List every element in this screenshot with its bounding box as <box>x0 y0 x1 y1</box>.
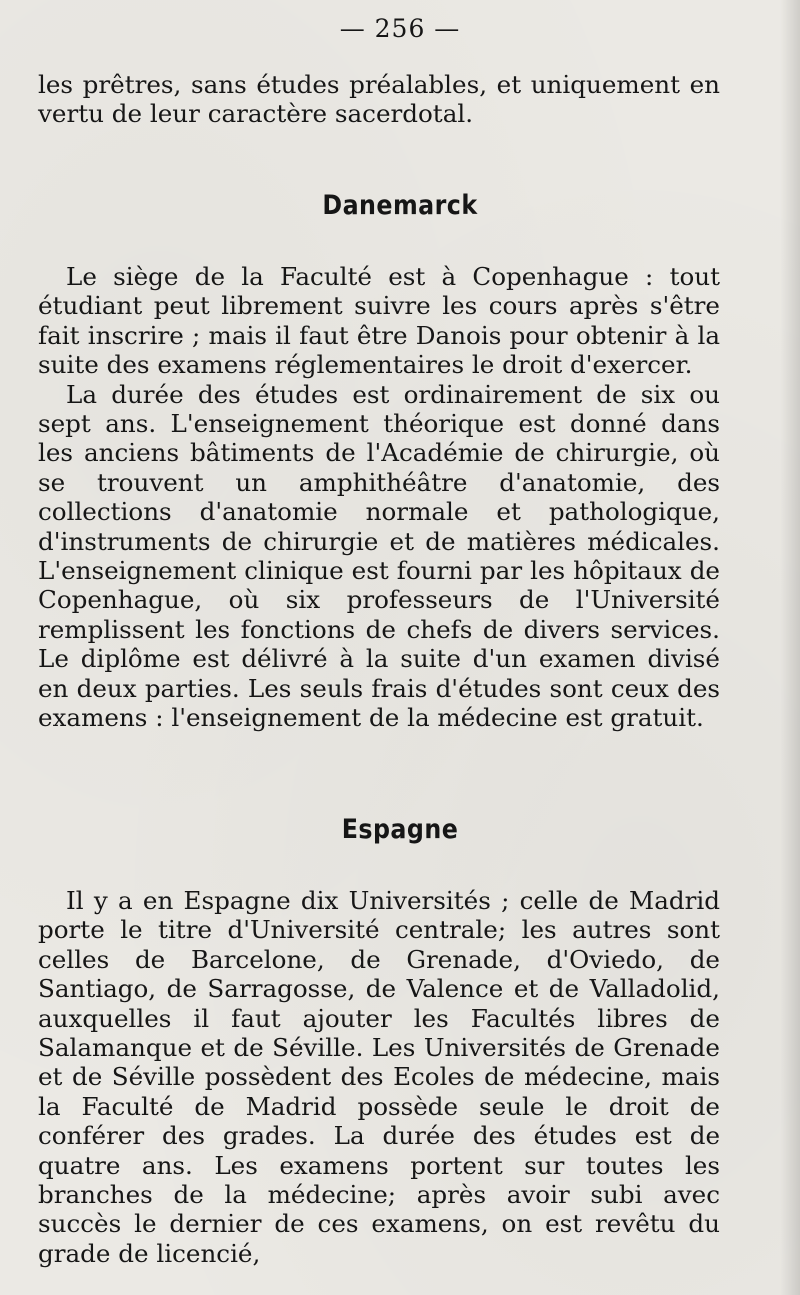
danemarck-paragraph-2: La durée des études est ordinairement de six ou sept ans. L'enseignement théorique est donné dans les anciens bâtiments de l'Académie de chirurgie, où se trouvent un amphithéâtre d'anatomie, des collections d'anatomie normale et pathologique, d'instruments de chirurgie et de matières médicales. L'enseignement clinique est fourni par les hôpitaux de Copenhague, où six professeurs de l'Université remplissent les fonctions de chefs de divers services. Le diplôme est délivré à la suite d'un examen divisé en deux parties. Les seuls frais d'études sont ceux des examens : l'enseignement de la médecine est gratuit. <box>38 379 720 733</box>
intro-paragraph-block <box>38 70 720 129</box>
section-heading-danemarck: Danemarck <box>322 190 478 221</box>
danemarck-section-body <box>38 262 720 733</box>
danemarck-paragraph-1: Le siège de la Faculté est à Copenhague : tout étudiant peut librement suivre les cours après s'être fait inscrire ; mais il faut être Danois pour obtenir à la suite des examens réglementaires le droit d'exercer. <box>38 262 720 380</box>
intro-paragraph: les prêtres, sans études préalables, et uniquement en vertu de leur caractère sacerdotal. <box>38 70 720 129</box>
page-number: — 256 — <box>339 14 461 43</box>
page-edge-shadow <box>780 0 800 1295</box>
espagne-section-body <box>38 886 720 1268</box>
section-heading-espagne: Espagne <box>341 814 459 845</box>
espagne-paragraph-1: Il y a en Espagne dix Universités ; celle de Madrid porte le titre d'Université centrale; les autres sont celles de Barcelone, de Grenade, d'Oviedo, de Santiago, de Sarragosse, de Valence et de Valladolid, auxquelles il faut ajouter les Facultés libres de Salamanque et de Séville. Les Universités de Grenade et de Séville possèdent des Ecoles de médecine, mais la Faculté de Madrid possède seule le droit de conférer des grades. La durée des études est de quatre ans. Les examens portent sur toutes les branches de la médecine; après avoir subi avec succès le dernier de ces examens, on est revêtu du grade de licencié, <box>38 886 720 1268</box>
